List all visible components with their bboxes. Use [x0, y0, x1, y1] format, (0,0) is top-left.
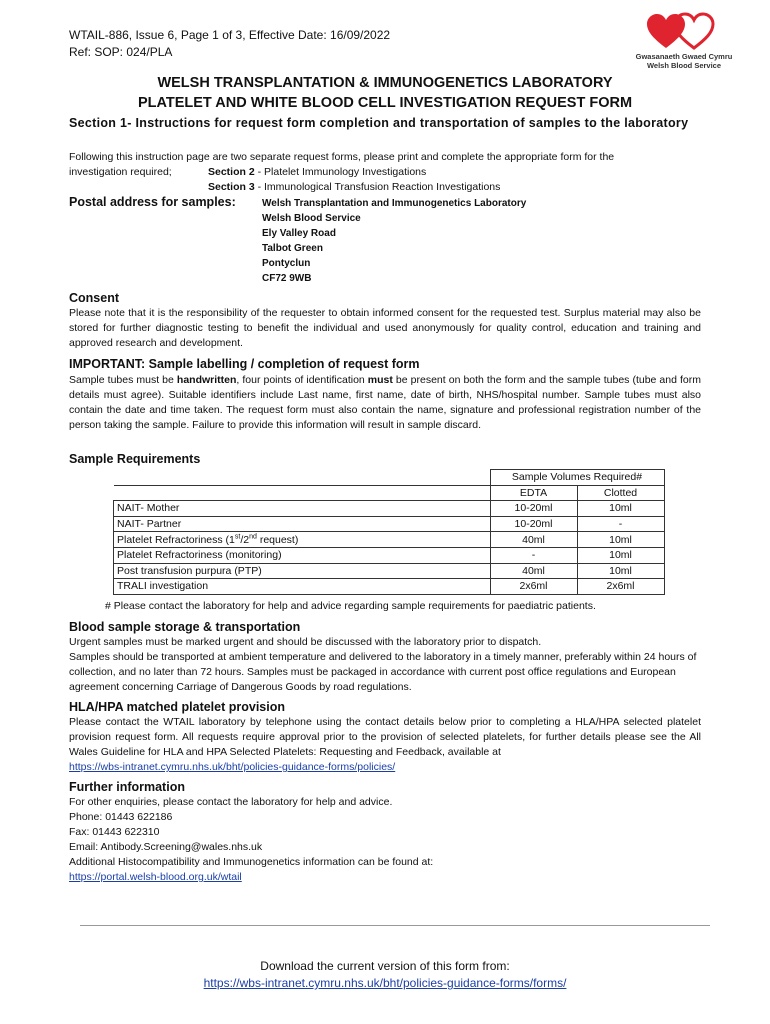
intro-line-2: investigation required; [69, 166, 172, 178]
storage-heading: Blood sample storage & transportation [69, 620, 301, 634]
important-text [69, 373, 701, 433]
clotted-volume: 10ml [577, 547, 664, 563]
address-line: Ely Valley Road [262, 228, 336, 239]
sample-requirements-table [113, 469, 665, 595]
wtail-portal-link[interactable]: https://portal.welsh-blood.org.uk/wtail [69, 871, 242, 883]
address-line: Welsh Transplantation and Immunogenetics Laboratory [262, 198, 527, 209]
consent-text: Please note that it is the responsibility of the requester to obtain informed consent for the requested test. Surplus material may also be stored for further diagnostic testing to benefit the individual and used anonymously for quality control, education and training and approved research and development. [69, 307, 701, 349]
logo-english-name: Welsh Blood Service [646, 61, 722, 70]
test-name-part: request) [256, 533, 299, 546]
header-meta [69, 27, 390, 61]
address-line: Pontyclun [262, 258, 311, 269]
table-row [114, 547, 665, 563]
handwritten-emphasis: handwritten [176, 374, 237, 386]
test-name: NAIT- Mother [114, 501, 491, 517]
welsh-blood-service-logo [628, 12, 740, 70]
section3-text: - Immunological Transfusion Reaction Investigations [254, 181, 501, 193]
test-name [114, 532, 491, 548]
email-address: Email: Antibody.Screening@wales.nhs.uk [69, 841, 263, 853]
ordinal-sup: nd [249, 533, 257, 541]
clotted-volume: 10ml [577, 501, 664, 517]
ordinal-sup: st [234, 533, 241, 541]
hearts-logo-icon [644, 12, 724, 50]
section2-label: Section 2 [208, 166, 255, 178]
clotted-header: Clotted [577, 485, 664, 501]
consent-heading: Consent [69, 291, 119, 305]
edta-volume: 10-20ml [490, 516, 577, 532]
storage-line-2: Samples should be transported at ambient temperature and delivered to the laboratory in a timely manner, preferably within 24 hours of collection, and no later than 72 hours. Samples must be packaged in accordance with current post office regulations and European agreement concerning Carriage of Dangerous Goods by road regulations. [69, 651, 697, 693]
section2-reference [208, 165, 426, 180]
logo-welsh-name: Gwasanaeth Gwaed Cymru [635, 52, 733, 61]
section2-text: - Platelet Immunology Investigations [254, 166, 427, 178]
histo-text: Additional Histocompatibility and Immunogenetics information can be found at: [69, 856, 434, 868]
table-header-row [114, 470, 665, 486]
must-emphasis: must [367, 374, 393, 386]
table-row [114, 579, 665, 595]
policies-link[interactable]: https://wbs-intranet.cymru.nhs.uk/bht/policies-guidance-forms/policies/ [69, 761, 396, 773]
phone-number: Phone: 01443 622186 [69, 811, 173, 823]
important-text-b: , four points of identification [236, 374, 368, 386]
test-name-part: /2 [240, 533, 250, 546]
postal-address-label: Postal address for samples: [69, 195, 236, 209]
important-text-a: Sample tubes must be [69, 374, 177, 386]
table-subheader-row [114, 485, 665, 501]
section3-reference [208, 180, 500, 195]
further-info-block [69, 795, 701, 885]
section1-heading: Section 1- Instructions for request form completion and transportation of samples to the laboratory [69, 116, 689, 130]
further-info-heading: Further information [69, 780, 185, 794]
test-name: Post transfusion purpura (PTP) [114, 563, 491, 579]
forms-download-link[interactable]: https://wbs-intranet.cymru.nhs.uk/bht/policies-guidance-forms/forms/ [203, 976, 567, 990]
clotted-volume: - [577, 516, 664, 532]
sample-requirements-heading: Sample Requirements [69, 452, 201, 466]
edta-volume: - [490, 547, 577, 563]
table-row [114, 501, 665, 517]
enquiries-text: For other enquiries, please contact the laboratory for help and advice. [69, 796, 393, 808]
important-text-c: be present on both the form and the sample tubes (tube and form details must agree). Suitable identifiers include Last name, first name, date of birth, NHS/hospital number. Sample tubes must also contain the date and time taken. The request form must also contain the name, signature and professional registration number of the person taking the sample. Failure to provide this information will result in sample discard. [69, 374, 701, 431]
edta-volume: 40ml [490, 532, 577, 548]
hla-text: Please contact the WTAIL laboratory by telephone using the contact details below prior to completing a HLA/HPA selected platelet provision request form. All requests require approval prior to the provision of selected platelets, for further details please see the All Wales Guideline for HLA and HPA Selected Platelets: Requesting and Feedback, available at [69, 716, 701, 758]
test-name-part: Platelet Refractoriness (1 [117, 533, 235, 546]
document-reference: WTAIL-886, Issue 6, Page 1 of 3, Effective Date: 16/09/2022 [69, 28, 391, 42]
edta-volume: 2x6ml [490, 579, 577, 595]
hla-link-line [69, 760, 701, 775]
clotted-volume: 10ml [577, 563, 664, 579]
storage-line-1: Urgent samples must be marked urgent and should be discussed with the laboratory prior to dispatch. [69, 636, 542, 648]
edta-header: EDTA [490, 485, 577, 501]
footer-text: Download the current version of this form from: [260, 959, 510, 973]
test-name: Platelet Refractoriness (monitoring) [114, 547, 491, 563]
edta-volume: 40ml [490, 563, 577, 579]
address-line: Welsh Blood Service [262, 213, 361, 224]
address-line: CF72 9WB [262, 273, 312, 284]
hla-heading: HLA/HPA matched platelet provision [69, 700, 286, 714]
address-line: Talbot Green [262, 243, 323, 254]
volumes-header: Sample Volumes Required# [490, 470, 664, 486]
table-row [114, 563, 665, 579]
table-row [114, 532, 665, 548]
important-heading: IMPORTANT: Sample labelling / completion of request form [69, 357, 420, 371]
intro-line-1: Following this instruction page are two separate request forms, please print and complete the appropriate form for the [69, 151, 615, 163]
test-name: TRALI investigation [114, 579, 491, 595]
edta-volume: 10-20ml [490, 501, 577, 517]
clotted-volume: 2x6ml [577, 579, 664, 595]
section3-label: Section 3 [208, 181, 255, 193]
lab-title: WELSH TRANSPLANTATION & IMMUNOGENETICS LABORATORY [157, 75, 613, 91]
clotted-volume: 10ml [577, 532, 664, 548]
table-row [114, 516, 665, 532]
footer-divider [80, 925, 710, 926]
fax-number: Fax: 01443 622310 [69, 826, 160, 838]
postal-address [262, 196, 526, 286]
form-title: PLATELET AND WHITE BLOOD CELL INVESTIGATION REQUEST FORM [137, 95, 633, 111]
paediatric-note: # Please contact the laboratory for help and advice regarding sample requirements for paediatric patients. [105, 600, 596, 612]
footer-link-line [0, 975, 770, 992]
test-name: NAIT- Partner [114, 516, 491, 532]
sop-reference: Ref: SOP: 024/PLA [69, 45, 173, 59]
